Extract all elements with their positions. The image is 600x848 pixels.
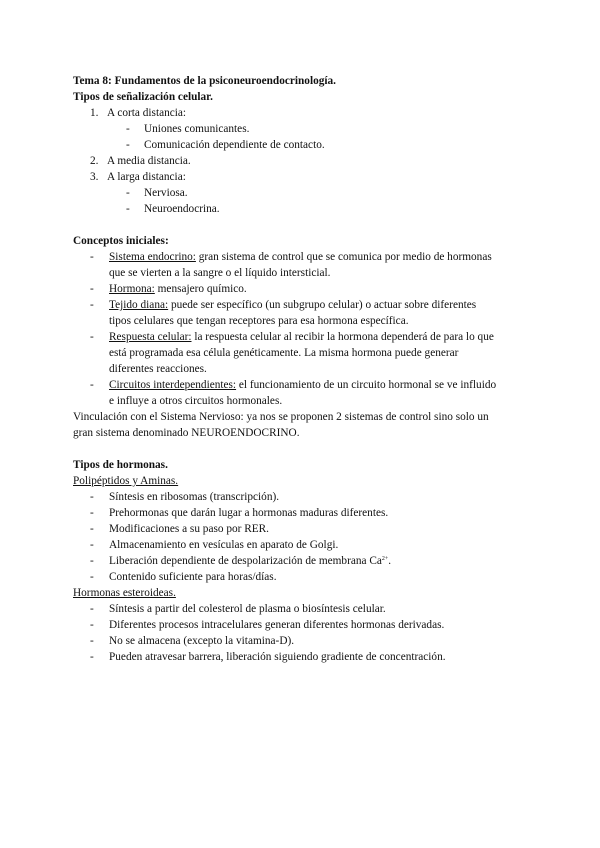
concept-continuation: e influye a otros circuitos hormonales. [109,395,283,407]
signaling-subitem: - Neuroendocrina. [126,203,220,215]
document-content [73,73,533,665]
calcium-charge: 2+ [381,556,389,562]
page-title: Tema 8: Fundamentos de la psiconeuroendocrinología. [73,75,336,87]
hormone-item: - Síntesis a partir del colesterol de plasma o biosíntesis celular. [90,603,386,615]
signaling-subitem: - Uniones comunicantes. [126,123,250,135]
concept-continuation: que se vierten a la sangre o el líquido intersticial. [109,267,331,279]
hormone-item: - Modificaciones a su paso por RER. [90,523,270,535]
hormones-heading: Tipos de hormonas. [73,459,168,471]
signaling-subitem: - Nerviosa. [126,187,188,199]
hormone-item: - Diferentes procesos intracelulares generan diferentes hormonas derivadas. [90,619,445,631]
nervous-system-note: gran sistema denominado NEUROENDOCRINO. [73,427,300,439]
signaling-heading: Tipos de señalización celular. [73,91,213,103]
hormone-item: - Prehormonas que darán lugar a hormonas maduras diferentes. [90,507,389,519]
hormone-group-title: Polipéptidos y Aminas. [73,475,179,487]
concepts-heading: Conceptos iniciales: [73,235,169,247]
concept-item: - Circuitos interdependientes: el funcionamiento de un circuito hormonal se ve influido [90,379,497,391]
signaling-item: 3. A larga distancia: [90,171,186,183]
concept-continuation: diferentes reacciones. [109,363,207,375]
signaling-item: 2. A media distancia. [90,155,191,167]
concept-item: - Sistema endocrino: gran sistema de control que se comunica por medio de hormonas [90,251,492,263]
concept-continuation: está programada esa célula genéticamente. La misma hormona puede generar [109,347,459,359]
hormone-item: - Pueden atravesar barrera, liberación siguiendo gradiente de concentración. [90,651,446,663]
concept-item: - Tejido diana: puede ser específico (un subgrupo celular) o actuar sobre diferentes [90,299,477,311]
hormone-item: - No se almacena (excepto la vitamina-D). [90,635,295,647]
hormone-item: - Contenido suficiente para horas/días. [90,571,277,583]
hormone-item: - Liberación dependiente de despolarización de membrana $Ca^{2+}$. [90,555,392,567]
hormone-item: - Almacenamiento en vesículas en aparato de Golgi. [90,539,339,551]
concept-item: - Respuesta celular: la respuesta celular al recibir la hormona dependerá de para lo que [90,331,494,343]
nervous-system-note: Vinculación con el Sistema Nervioso: ya nos se proponen 2 sistemas de control sino solo un [73,411,489,423]
concept-item: - Hormona: mensajero químico. [90,283,247,295]
signaling-subitem: - Comunicación dependiente de contacto. [126,139,325,151]
hormone-item: - Síntesis en ribosomas (transcripción). [90,491,280,503]
hormone-group-title: Hormonas esteroideas. [73,587,176,599]
signaling-item: 1. A corta distancia: [90,107,187,119]
concept-continuation: tipos celulares que tengan receptores para esa hormona específica. [109,315,409,327]
